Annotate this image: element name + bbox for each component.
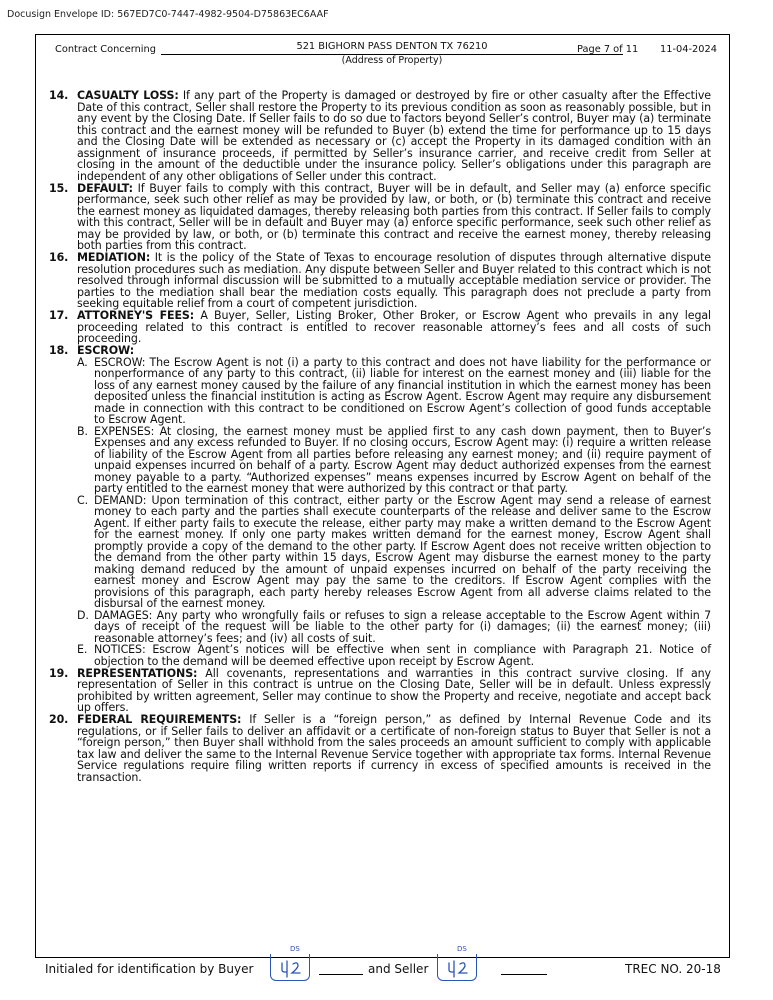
contract-concerning-label: Contract Concerning — [55, 44, 156, 55]
section-title: ESCROW: — [77, 344, 135, 357]
escrow-subsection — [77, 426, 711, 495]
section-title: ATTORNEY'S FEES: — [77, 309, 195, 322]
buyer-initials-blank-2[interactable] — [319, 974, 363, 975]
contract-body — [49, 90, 711, 784]
section-text: If Buyer fails to comply with this contract, Buyer will be in default, and Seller may (a) enforce specific performance, seek such other relief as may be provided by law, or both, or (b) terminate this contract and receive the earnest money as liquidated damages, thereby releasing both parties from this contract. If Seller fails to comply with this contract, Seller will be in default and Buyer may (a) enforce specific performance, seek such other relief as may be provided by law, or both, or (b) terminate this contract and receive the earnest money, thereby releasing both parties from this contract. — [77, 181, 711, 252]
section-title: MEDIATION: — [77, 251, 151, 264]
section-text: All covenants, representations and warranties in this contract survive closing. If any representation of Seller in this contract is untrue on the Closing Date, Seller will be in default. Unless expressly prohibited by written agreement, Seller may continue to show the Property and receive, negotiate and accept back up offers. — [77, 666, 711, 714]
seller-initials-signature-icon — [438, 954, 478, 981]
form-date: 11-04-2024 — [660, 44, 717, 55]
section-title: REPRESENTATIONS: — [77, 666, 198, 680]
escrow-subsection — [77, 610, 711, 645]
subsection-letter: A. — [77, 355, 88, 369]
section-text: If Seller is a “foreign person,” as defined by Internal Revenue Code and its regulations, or if Seller fails to deliver an affidavit or a certificate of non-foreign status to Buyer that Seller is not a “foreign person,” then Buyer shall withhold from the sales proceeds an amount sufficient to comply with applicable tax law and deliver the same to the Internal Revenue Service together with appropriate tax forms. Internal Revenue Service regulations require filing written reports if currency in excess of specified amounts is received in the transaction. — [77, 713, 711, 784]
subsection-letter: D. — [77, 608, 89, 622]
section-title: DEFAULT: — [77, 181, 133, 195]
initials-footer — [45, 945, 735, 982]
section-text: A Buyer, Seller, Listing Broker, Other Broker, or Escrow Agent who prevails in any legal proceeding related to this contract is entitled to recover reasonable attorney’s fees and all costs of such proceeding. — [77, 309, 711, 345]
seller-initials-blank-2[interactable] — [501, 974, 547, 975]
section-number: 19. — [49, 666, 69, 680]
buyer-initials-signature-icon — [271, 954, 311, 981]
section-number: 18. — [49, 344, 69, 357]
docusign-tag: DS — [290, 945, 300, 953]
section-number: 15. — [49, 181, 69, 195]
subsection-text: NOTICES: Escrow Agent’s notices will be effective when sent in compliance with Paragraph 21. Notice of objection to the demand will be deemed effective upon receipt by Escrow Agent. — [94, 643, 711, 668]
section-number: 17. — [49, 309, 69, 322]
docusign-envelope-id: Docusign Envelope ID: 567ED7C0-7447-4982-9504-D75863EC6AAF — [7, 9, 329, 20]
subsection-text: DEMAND: Upon termination of this contract, either party or the Escrow Agent may send a release of earnest money to each party and the parties shall execute counterparts of the release and deliver same to the Escrow Agent. If either party fails to execute the release, either party may make a written demand to the Escrow Agent for the earnest money. If only one party makes written demand for the earnest money, Escrow Agent shall promptly provide a copy of the demand to the other party. If Escrow Agent does not receive written objection to the demand from the other party within 15 days, Escrow Agent may disburse the earnest money to the party making demand reduced by the amount of unpaid expenses incurred on behalf of the party receiving the earnest money and Escrow Agent may pay the same to the creditors. If Escrow Agent complies with the provisions of this paragraph, each party hereby releases Escrow Agent from all adverse claims related to the disbursal of the earnest money. — [94, 493, 711, 610]
escrow-subsection — [77, 357, 711, 426]
initialed-label: Initialed for identification by Buyer — [45, 962, 254, 976]
section-title: CASUALTY LOSS: — [77, 89, 179, 102]
section-number: 14. — [49, 89, 69, 102]
section-text: If any part of the Property is damaged or destroyed by fire or other casualty after the Effective Date of this contract, Seller shall restore the Property to its previous condition as soon as reasonably possible, but in any event by the Closing Date. If Seller fails to do so due to factors beyond Seller’s control, Buyer may (a) terminate this contract and the earnest money will be refunded to Buyer (b) extend the time for performance up to 15 days and the Closing Date will be extended as necessary or (c) accept the Property in its damaged condition with an assignment of insurance proceeds, if permitted by Seller’s insurance carrier, and receive credit from Seller at closing in the amount of the deductible under the insurance policy. Seller’s obligations under this paragraph are independent of any other obligations of Seller under this contract. — [77, 89, 711, 183]
subsection-text: DAMAGES: Any party who wrongfully fails or refuses to sign a release acceptable to the Escrow Agent within 7 days of receipt of the request will be liable to the other party for (i) damages; (ii) the earnest money; (iii) reasonable attorney’s fees; and (iv) all costs of suit. — [94, 608, 711, 645]
section-representations — [49, 668, 711, 714]
contract-header — [55, 40, 725, 70]
page-number: Page 7 of 11 — [577, 44, 639, 55]
section-number: 16. — [49, 251, 69, 264]
section-number: 20. — [49, 713, 69, 726]
section-attorneys-fees — [49, 310, 711, 345]
escrow-subsection — [77, 644, 711, 667]
section-title: FEDERAL REQUIREMENTS: — [77, 713, 242, 726]
trec-form-number: TREC NO. 20-18 — [625, 962, 721, 976]
section-default — [49, 183, 711, 252]
subsection-text: ESCROW: The Escrow Agent is not (i) a party to this contract and does not have liability for the performance or nonperformance of any party to this contract, (ii) liable for interest on the earnest money and (iii) liable for the loss of any earnest money caused by the failure of any financial institution in which the earnest money has been deposited unless the financial institution is acting as Escrow Agent. Escrow Agent may require any disbursement made in connection with this contract to be conditioned on Escrow Agent’s collection of good funds acceptable to Escrow Agent. — [94, 355, 711, 426]
subsection-letter: B. — [77, 424, 88, 438]
seller-initials-field[interactable] — [437, 945, 477, 981]
address-caption: (Address of Property) — [341, 55, 443, 66]
subsection-text: EXPENSES: At closing, the earnest money must be applied first to any cash down payment, then to Buyer’s Expenses and any excess refunded to Buyer. If no closing occurs, Escrow Agent may: (i) require a written release of liability of the Escrow Agent from all parties before releasing any earnest money; and (ii) require payment of unpaid expenses incurred on behalf of a party. Escrow Agent may deduct authorized expenses from the earnest money payable to a party. “Authorized expenses” means expenses incurred by Escrow Agent on behalf of the party entitled to the earnest money that were authorized by this contract or that party. — [94, 424, 711, 495]
section-escrow — [49, 345, 711, 667]
section-federal-requirements — [49, 714, 711, 783]
buyer-initials-field[interactable] — [270, 945, 310, 981]
escrow-subsection — [77, 495, 711, 610]
docusign-tag: DS — [457, 945, 467, 953]
subsection-letter: E. — [77, 643, 88, 656]
section-casualty-loss — [49, 90, 711, 182]
property-address: 521 BIGHORN PASS DENTON TX 76210 — [296, 41, 488, 52]
subsection-letter: C. — [77, 493, 89, 507]
section-mediation — [49, 252, 711, 310]
section-text: It is the policy of the State of Texas to encourage resolution of disputes through alternative dispute resolution procedures such as mediation. Any dispute between Seller and Buyer related to this contract which is not resolved through informal discussion will be submitted to a mutually acceptable mediation service or provider. The parties to the mediation shall bear the mediation costs equally. This paragraph does not preclude a party from seeking equitable relief from a court of competent jurisdiction. — [77, 251, 711, 310]
and-seller-label: and Seller — [368, 962, 429, 976]
